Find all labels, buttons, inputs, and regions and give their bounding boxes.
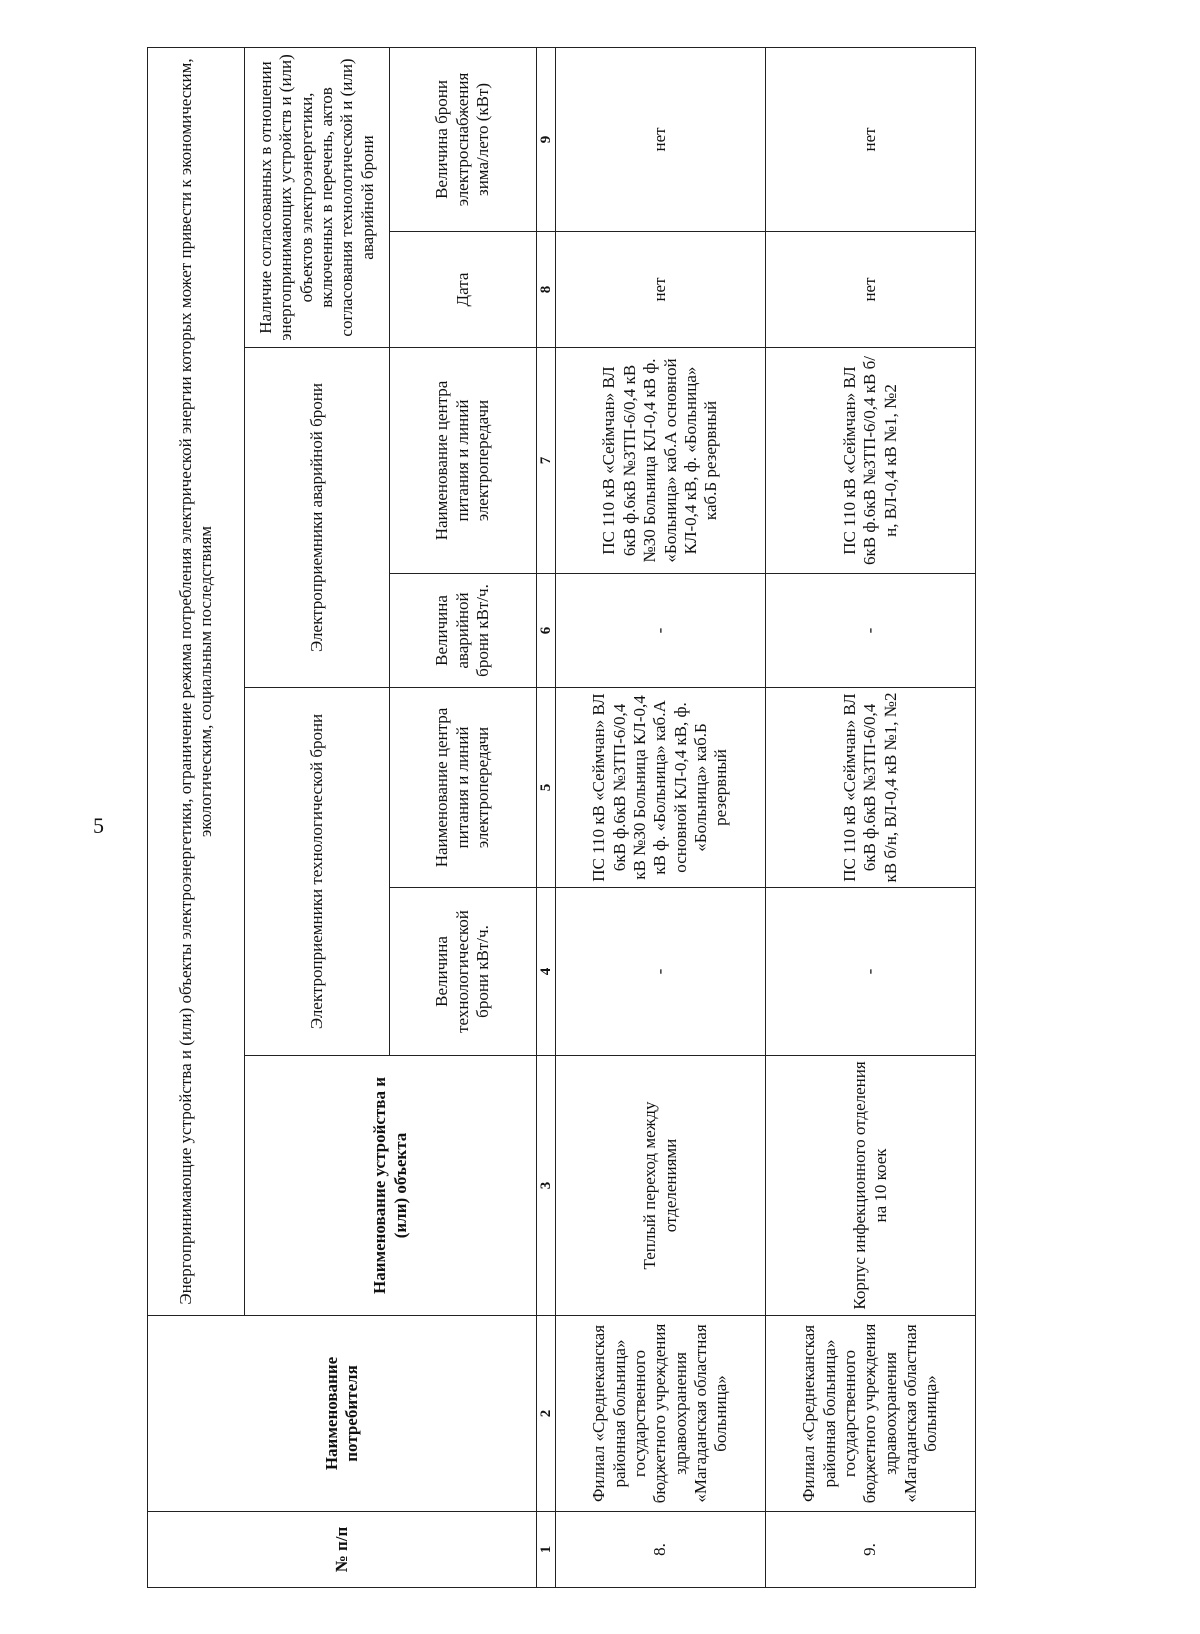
- column-number: 5: [537, 688, 556, 888]
- row-tech-value: -: [766, 888, 976, 1056]
- header-group-tech: Электроприемники технологической брони: [245, 688, 390, 1056]
- header-col-consumer: Наименование потребителя: [148, 1316, 537, 1512]
- column-number: 6: [537, 574, 556, 688]
- header-col-reserve: Величина брони электроснабжения зима/лето (кВт): [390, 47, 537, 231]
- header-group-main: Энергопринимающие устройства и (или) объекты электроэнергетики, ограничение режима потребления электрической энергии которых может привести к экономическим, экологическим, социальным последствиям: [148, 47, 245, 1315]
- header-col-object: Наименование устройства и (или) объекта: [245, 1056, 537, 1316]
- column-number: 1: [537, 1512, 556, 1588]
- row-consumer: Филиал «Среднеканская районная больница» государственного бюджетного учреждения здравоохранения «Магаданская областная больница»: [766, 1316, 976, 1512]
- column-number: 7: [537, 348, 556, 574]
- header-col-date: Дата: [390, 232, 537, 348]
- row-number: 9.: [766, 1512, 976, 1588]
- column-number: 3: [537, 1056, 556, 1316]
- row-tech-source: ПС 110 кВ «Сеймчан» ВЛ 6кВ ф.6кВ №3ТП-6/0,4 кВ б/н, ВЛ-0,4 кВ №1, №2: [766, 688, 976, 888]
- row-tech-value: -: [556, 888, 766, 1056]
- row-tech-source: ПС 110 кВ «Сеймчан» ВЛ 6кВ ф.6кВ №3ТП-6/0,4 кВ №30 Больница КЛ-0,4 кВ ф. «Больница» каб.А основной КЛ-0,4 кВ, ф. «Больница» каб.Б резервный: [556, 688, 766, 888]
- column-number: 8: [537, 232, 556, 348]
- column-number: 2: [537, 1316, 556, 1512]
- header-col-tech-source: Наименование центра питания и линий электропередачи: [390, 688, 537, 888]
- row-object: Теплый переход между отделениями: [556, 1056, 766, 1316]
- row-emerg-value: -: [556, 574, 766, 688]
- row-reserve: нет: [766, 47, 976, 231]
- row-reserve: нет: [556, 47, 766, 231]
- header-group-emerg: Электроприемники аварийной брони: [245, 348, 390, 688]
- header-row-1: [148, 47, 245, 1587]
- header-col-num: № п/п: [148, 1512, 537, 1588]
- row-date: нет: [556, 232, 766, 348]
- table-row: [766, 47, 976, 1587]
- header-col-emerg-value: Величина аварийной брони кВт/ч.: [390, 574, 537, 688]
- row-emerg-source: ПС 110 кВ «Сеймчан» ВЛ 6кВ ф.6кВ №3ТП-6/0,4 кВ №30 Больница КЛ-0,4 кВ ф. «Больница» каб.А основной КЛ-0,4 кВ, ф. «Больница» каб.Б резервный: [556, 348, 766, 574]
- header-col-tech-value: Величина технологической брони кВт/ч.: [390, 888, 537, 1056]
- row-emerg-value: -: [766, 574, 976, 688]
- page-number: 5: [93, 813, 104, 838]
- row-consumer: Филиал «Среднеканская районная больница» государственного бюджетного учреждения здравоохранения «Магаданская областная больница»: [556, 1316, 766, 1512]
- energy-consumers-table: [147, 47, 976, 1588]
- column-number-row: [537, 47, 556, 1587]
- table-row: [556, 47, 766, 1587]
- row-object: Корпус инфекционного отделения на 10 коек: [766, 1056, 976, 1316]
- row-date: нет: [766, 232, 976, 348]
- rotated-table-container: [147, 48, 1200, 1588]
- column-number: 9: [537, 47, 556, 231]
- column-number: 4: [537, 888, 556, 1056]
- header-col-emerg-source: Наименование центра питания и линий электропередачи: [390, 348, 537, 574]
- row-number: 8.: [556, 1512, 766, 1588]
- header-group-acts: Наличие согласованных в отношении энергопринимающих устройств и (или) объектов электроэнергетики, включенных в перечень, актов согласования технологической и (или) аварийной брони: [245, 47, 390, 347]
- row-emerg-source: ПС 110 кВ «Сеймчан» ВЛ 6кВ ф.6кВ №3ТП-6/0,4 кВ б/н, ВЛ-0,4 кВ №1, №2: [766, 348, 976, 574]
